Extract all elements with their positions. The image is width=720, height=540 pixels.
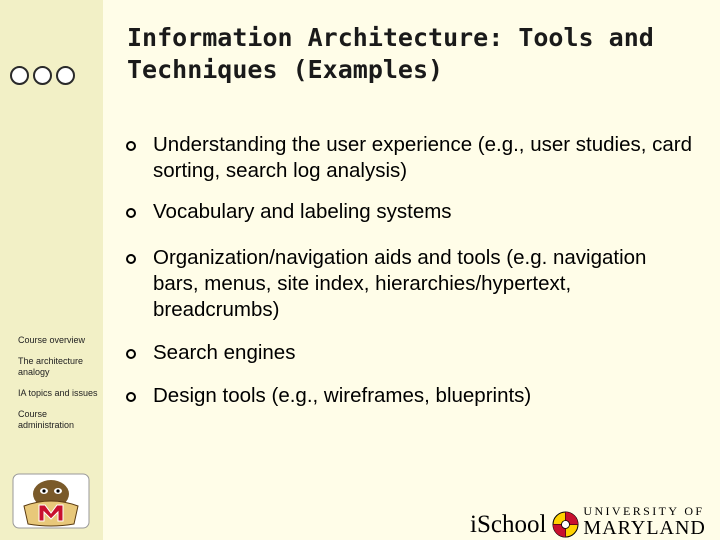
dot-icon	[10, 66, 29, 85]
bullet-text: Design tools (e.g., wireframes, blueprints)	[153, 384, 532, 407]
bullet-circle-icon	[126, 349, 136, 359]
list-item	[126, 199, 706, 225]
sidebar-nav	[18, 335, 98, 441]
sidebar	[0, 0, 103, 540]
nav-item-course-overview[interactable]: Course overview	[18, 335, 86, 345]
bullet-text: Understanding the user experience (e.g., user studies, card sorting, search log analysis)	[153, 133, 692, 182]
bullet-circle-icon	[126, 392, 136, 402]
university-of-label: UNIVERSITY OF	[583, 504, 705, 518]
bullet-text: Organization/navigation aids and tools (e.g. navigation bars, menus, site index, hierarchies/hypertext, breadcrumbs)	[153, 246, 647, 321]
nav-item-course-administration[interactable]: Course administration	[18, 409, 75, 430]
list-item	[126, 245, 706, 323]
maryland-seal-icon	[552, 511, 579, 538]
university-wordmark	[583, 505, 705, 538]
bullet-text: Search engines	[153, 341, 296, 364]
nav-item-architecture-analogy[interactable]: The architecture analogy	[18, 356, 84, 377]
bullet-list	[126, 130, 706, 409]
bullet-circle-icon	[126, 254, 136, 264]
bullet-circle-icon	[126, 141, 136, 151]
terrapin-mascot-icon	[10, 472, 92, 530]
dot-icon	[56, 66, 75, 85]
decorative-dots	[10, 66, 75, 85]
footer-logos	[470, 505, 706, 538]
list-item	[126, 383, 706, 409]
maryland-label: MARYLAND	[583, 517, 706, 539]
ischool-logo: iSchool	[470, 511, 547, 538]
nav-item-ia-topics[interactable]: IA topics and issues	[18, 388, 98, 398]
list-item	[126, 340, 706, 366]
slide-title: Information Architecture: Tools and Techniques (Examples)	[127, 23, 654, 84]
dot-icon	[33, 66, 52, 85]
list-item	[126, 132, 706, 184]
bullet-circle-icon	[126, 208, 136, 218]
bullet-text: Vocabulary and labeling systems	[153, 200, 452, 223]
